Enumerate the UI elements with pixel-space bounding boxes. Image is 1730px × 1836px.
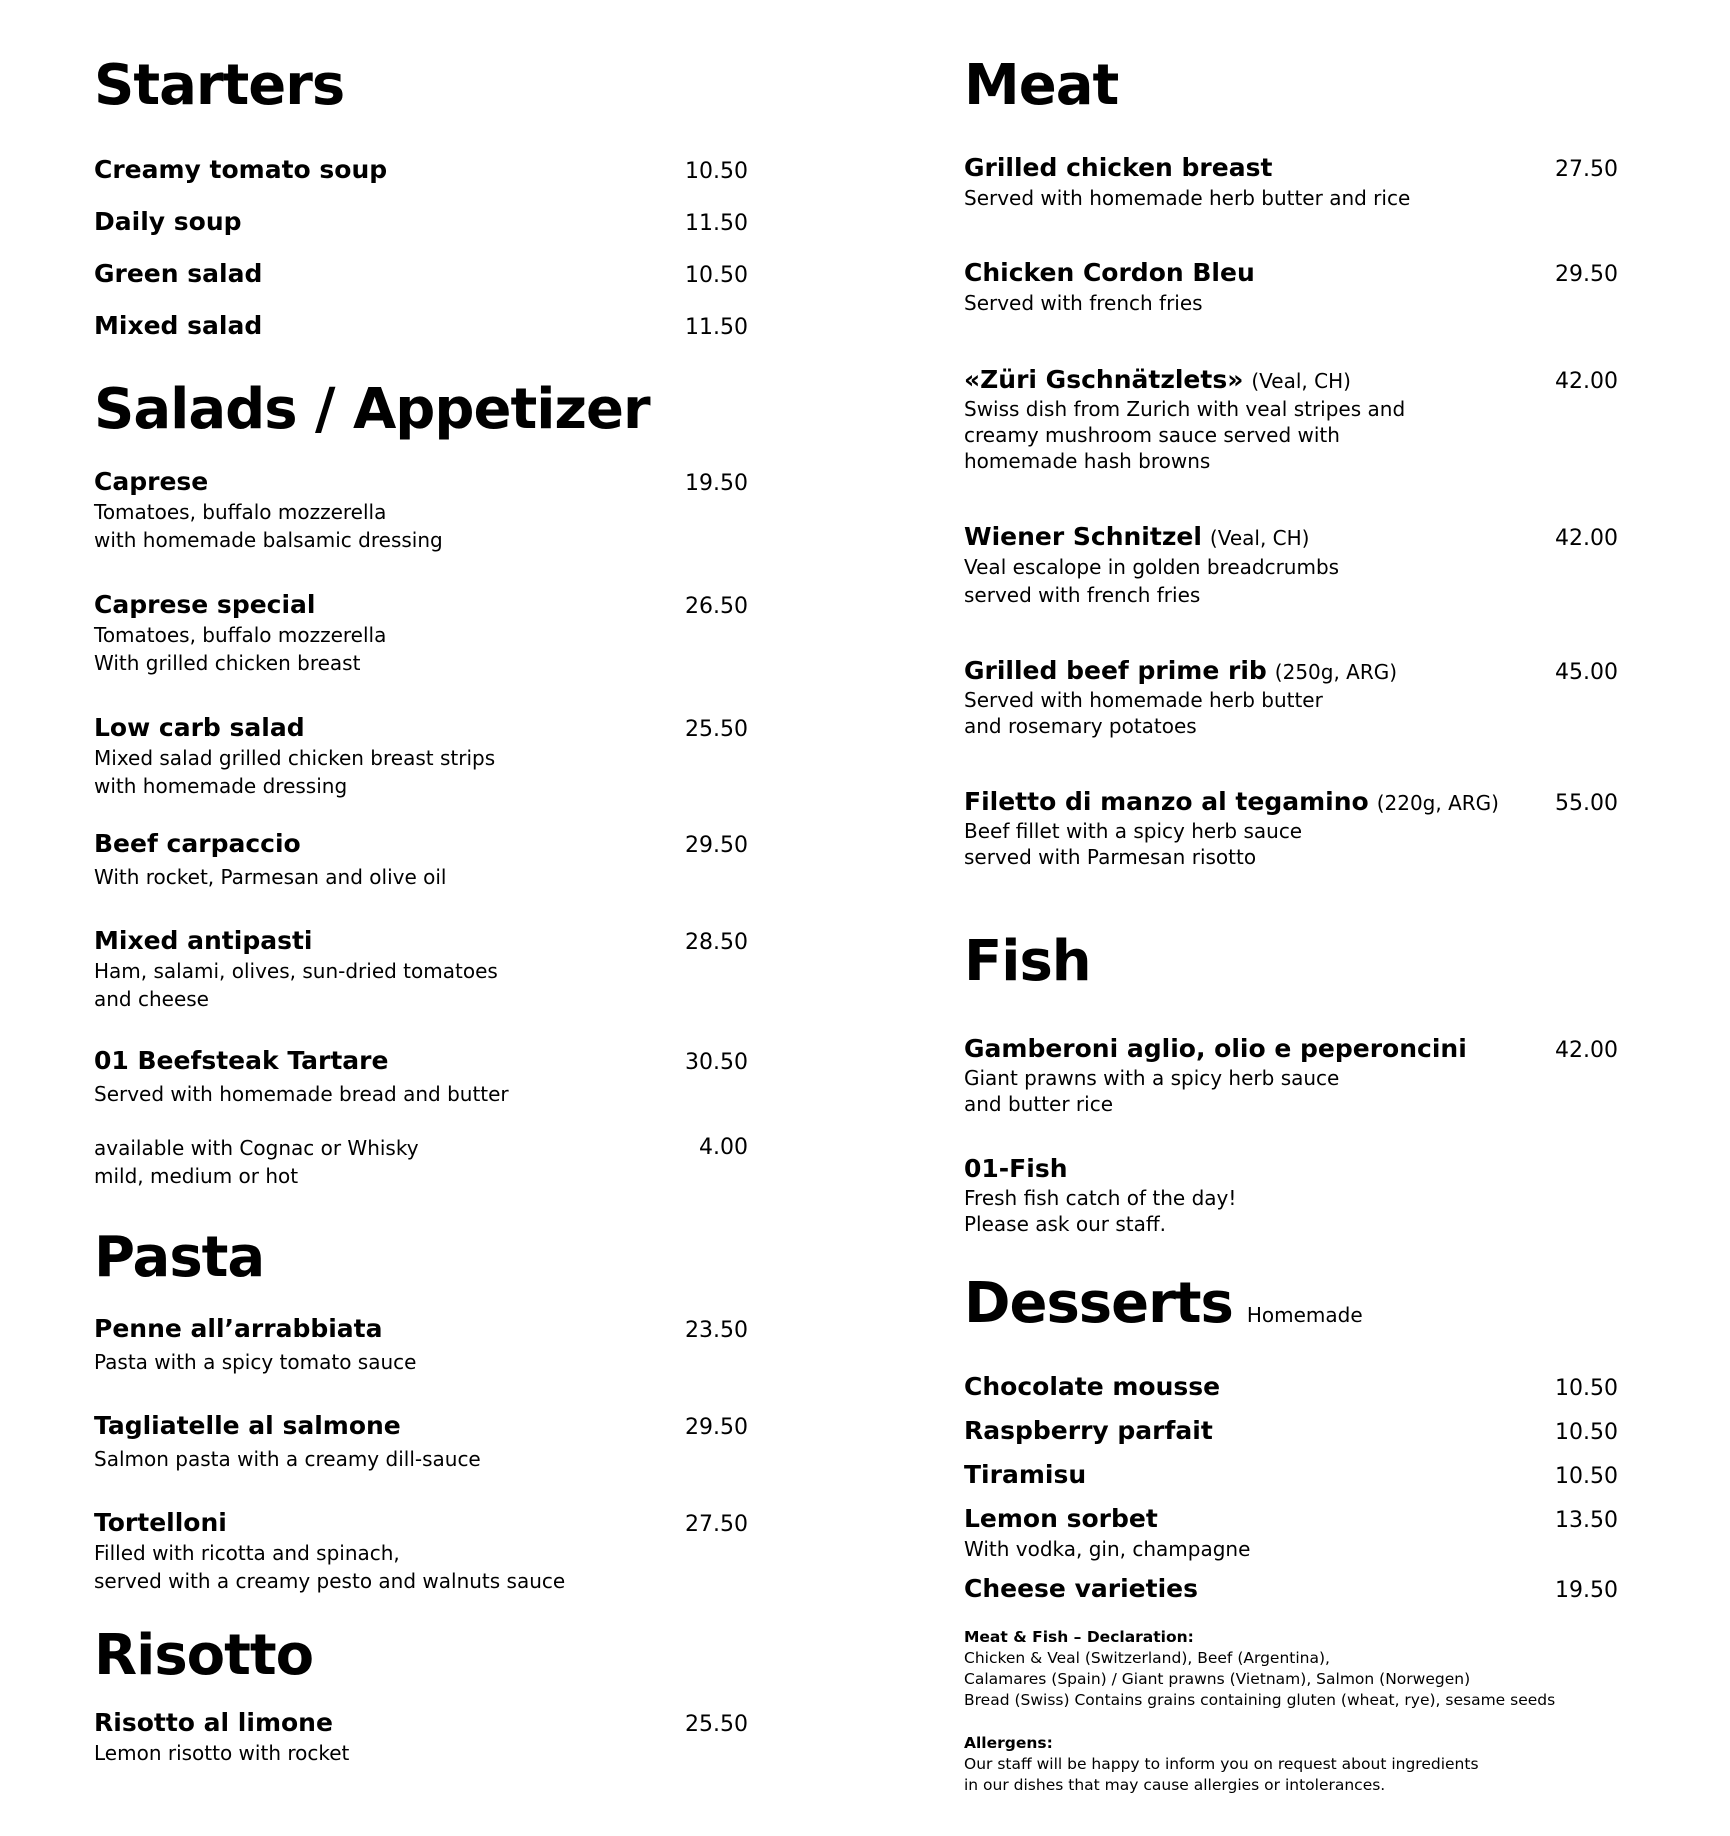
menu-item: [964, 257, 1618, 317]
item-description: mild, medium or hot: [94, 1164, 299, 1188]
section-title-starters: Starters: [94, 53, 345, 118]
menu-item: [964, 1503, 1618, 1563]
item-note: (250g, ARG): [1274, 660, 1398, 684]
item-price: 10.50: [685, 263, 748, 288]
item-name: Mixed antipasti: [94, 926, 313, 955]
item-description: With grilled chicken breast: [94, 651, 361, 675]
section-pasta: [94, 1225, 748, 1290]
item-price: 45.00: [1555, 660, 1618, 685]
item-description: With vodka, gin, champagne: [964, 1537, 1251, 1561]
item-price: 19.50: [685, 471, 748, 496]
menu-item: [964, 1153, 1618, 1237]
desserts-title-text: Desserts: [964, 1271, 1233, 1336]
section-title-salads: Salads / Appetizer: [94, 377, 650, 442]
menu-item: [964, 1033, 1618, 1117]
item-description: served with Parmesan risotto: [964, 845, 1257, 869]
menu-item: [94, 925, 748, 1013]
item-name: Green salad: [94, 259, 263, 288]
declaration-line: Bread (Swiss) Contains grains containing gluten (wheat, rye), sesame seeds: [964, 1691, 1556, 1709]
item-description: creamy mushroom sauce served with: [964, 423, 1340, 447]
item-price: 55.00: [1555, 791, 1618, 816]
item-price: 25.50: [685, 1712, 748, 1737]
item-description: Please ask our staff.: [964, 1212, 1167, 1236]
item-price: 29.50: [685, 1415, 748, 1440]
menu-item: [94, 154, 748, 186]
item-description: homemade hash browns: [964, 449, 1211, 473]
item-description: and cheese: [94, 987, 209, 1011]
item-description: Served with homemade herb butter: [964, 688, 1323, 712]
menu-item: [94, 1507, 748, 1595]
item-description: Giant prawns with a spicy herb sauce: [964, 1066, 1340, 1090]
item-description: Tomatoes, buffalo mozzerella: [94, 623, 387, 647]
allergens-line: in our dishes that may cause allergies or intolerances.: [964, 1776, 1386, 1794]
item-name: Daily soup: [94, 207, 242, 236]
item-note: (Veal, CH): [1251, 369, 1351, 393]
item-name: Low carb salad: [94, 713, 305, 742]
menu-item: [94, 206, 748, 238]
item-description: Served with french fries: [964, 291, 1203, 315]
item-description: Beef fillet with a spicy herb sauce: [964, 819, 1303, 843]
menu-item: [964, 152, 1618, 212]
menu-item: [94, 712, 748, 800]
item-price: 10.50: [1555, 1420, 1618, 1445]
section-subtitle: Homemade: [1246, 1303, 1363, 1327]
item-name: Grilled chicken breast: [964, 153, 1273, 182]
section-risotto: [94, 1623, 748, 1688]
item-price: 11.50: [685, 211, 748, 236]
section-title-pasta: Pasta: [94, 1225, 265, 1290]
item-price: 29.50: [685, 833, 748, 858]
allergens-line: Our staff will be happy to inform you on request about ingredients: [964, 1755, 1479, 1773]
item-description: served with french fries: [964, 583, 1201, 607]
section-desserts: [964, 1271, 1618, 1336]
item-description: Pasta with a spicy tomato sauce: [94, 1350, 417, 1374]
item-name: Raspberry parfait: [964, 1416, 1213, 1445]
menu-item: [964, 1573, 1618, 1605]
item-name: 01-Fish: [964, 1154, 1068, 1183]
menu-item: [964, 364, 1618, 474]
section-title-meat: Meat: [964, 53, 1119, 118]
menu-item: [964, 1459, 1618, 1491]
item-price: 11.50: [685, 315, 748, 340]
item-description: Filled with ricotta and spinach,: [94, 1541, 400, 1565]
declaration-title: Meat & Fish – Declaration:: [964, 1628, 1194, 1646]
item-description: Swiss dish from Zurich with veal stripes and: [964, 397, 1406, 421]
item-name: Penne all’arrabbiata: [94, 1314, 383, 1343]
item-description: with homemade balsamic dressing: [94, 528, 443, 552]
item-price: 25.50: [685, 717, 748, 742]
item-name: Wiener Schnitzel: [964, 522, 1202, 551]
item-name: 01 Beefsteak Tartare: [94, 1046, 389, 1075]
item-name: Tiramisu: [964, 1460, 1087, 1489]
item-name: Chicken Cordon Bleu: [964, 258, 1255, 287]
section-starters: [94, 53, 748, 118]
item-name: Gamberoni aglio, olio e peperoncini: [964, 1034, 1467, 1063]
item-name: Creamy tomato soup: [94, 155, 388, 184]
item-name: Grilled beef prime rib: [964, 656, 1267, 685]
item-name: Filetto di manzo al tegamino: [964, 787, 1369, 816]
menu-item: [94, 589, 748, 677]
item-name: Beef carpaccio: [94, 829, 301, 858]
item-price: 26.50: [685, 594, 748, 619]
section-title-desserts: [964, 1271, 1618, 1336]
menu-item: [94, 1707, 748, 1767]
item-name: Chocolate mousse: [964, 1372, 1221, 1401]
allergens-note: [964, 1733, 1618, 1796]
menu-item: [94, 1410, 748, 1473]
item-note: (220g, ARG): [1376, 791, 1499, 815]
declaration-note: [964, 1627, 1618, 1711]
section-title-fish: Fish: [964, 929, 1091, 994]
item-price: 42.00: [1555, 526, 1618, 551]
item-price: 42.00: [1555, 1038, 1618, 1063]
item-price: 30.50: [685, 1050, 748, 1075]
allergens-title: Allergens:: [964, 1734, 1053, 1752]
item-name: Lemon sorbet: [964, 1504, 1158, 1533]
item-name: Tagliatelle al salmone: [94, 1411, 401, 1440]
item-description: Mixed salad grilled chicken breast strips: [94, 746, 496, 770]
item-name: «Züri Gschnätzlets»: [964, 365, 1244, 394]
declaration-line: Calamares (Spain) / Giant prawns (Vietnam), Salmon (Norwegen): [964, 1670, 1471, 1688]
item-price: 13.50: [1555, 1508, 1618, 1533]
item-price: 10.50: [1555, 1376, 1618, 1401]
item-description: Lemon risotto with rocket: [94, 1741, 350, 1765]
item-description: available with Cognac or Whisky: [94, 1136, 419, 1160]
section-meat: [964, 53, 1618, 118]
section-title-risotto: Risotto: [94, 1623, 314, 1688]
item-description: Fresh fish catch of the day!: [964, 1186, 1237, 1210]
item-price: 42.00: [1555, 369, 1618, 394]
item-name: Risotto al limone: [94, 1708, 333, 1737]
item-description: Salmon pasta with a creamy dill-sauce: [94, 1447, 481, 1471]
item-name: Caprese special: [94, 590, 316, 619]
item-description: Veal escalope in golden breadcrumbs: [964, 555, 1340, 579]
item-description: Ham, salami, olives, sun-dried tomatoes: [94, 959, 498, 983]
item-price: 28.50: [685, 930, 748, 955]
item-price: 10.50: [1555, 1464, 1618, 1489]
menu-item: [964, 521, 1618, 609]
item-description: With rocket, Parmesan and olive oil: [94, 865, 447, 889]
menu-item: [964, 1415, 1618, 1447]
item-description: served with a creamy pesto and walnuts sauce: [94, 1569, 566, 1593]
item-description: Served with homemade herb butter and rice: [964, 186, 1411, 210]
menu-item: [94, 466, 748, 554]
item-name: Tortelloni: [94, 1508, 227, 1537]
menu-item: [964, 655, 1618, 739]
item-price: 19.50: [1555, 1578, 1618, 1603]
menu-item: [94, 258, 748, 290]
item-price: 27.50: [1555, 157, 1618, 182]
item-price: 23.50: [685, 1318, 748, 1343]
menu-item: [964, 1371, 1618, 1403]
item-price: 29.50: [1555, 262, 1618, 287]
menu-item: [94, 828, 748, 891]
menu-item: [964, 786, 1618, 870]
item-price: 27.50: [685, 1512, 748, 1537]
item-name: Mixed salad: [94, 311, 263, 340]
item-price: 4.00: [699, 1135, 748, 1160]
section-fish: [964, 929, 1618, 994]
menu-item: [94, 1045, 748, 1108]
item-description: Served with homemade bread and butter: [94, 1082, 509, 1106]
item-name: Cheese varieties: [964, 1574, 1198, 1603]
section-salads-appetizer: [94, 377, 748, 442]
item-price: 10.50: [685, 159, 748, 184]
menu-item: [94, 1313, 748, 1376]
item-description: and rosemary potatoes: [964, 714, 1197, 738]
item-note: (Veal, CH): [1209, 526, 1310, 550]
menu-item: [94, 310, 748, 342]
item-description: and butter rice: [964, 1092, 1114, 1116]
item-description: with homemade dressing: [94, 774, 348, 798]
item-description: Tomatoes, buffalo mozzerella: [94, 500, 387, 524]
item-name: Caprese: [94, 467, 209, 496]
declaration-line: Chicken & Veal (Switzerland), Beef (Argentina),: [964, 1649, 1330, 1667]
menu-item-extra: [94, 1134, 748, 1190]
